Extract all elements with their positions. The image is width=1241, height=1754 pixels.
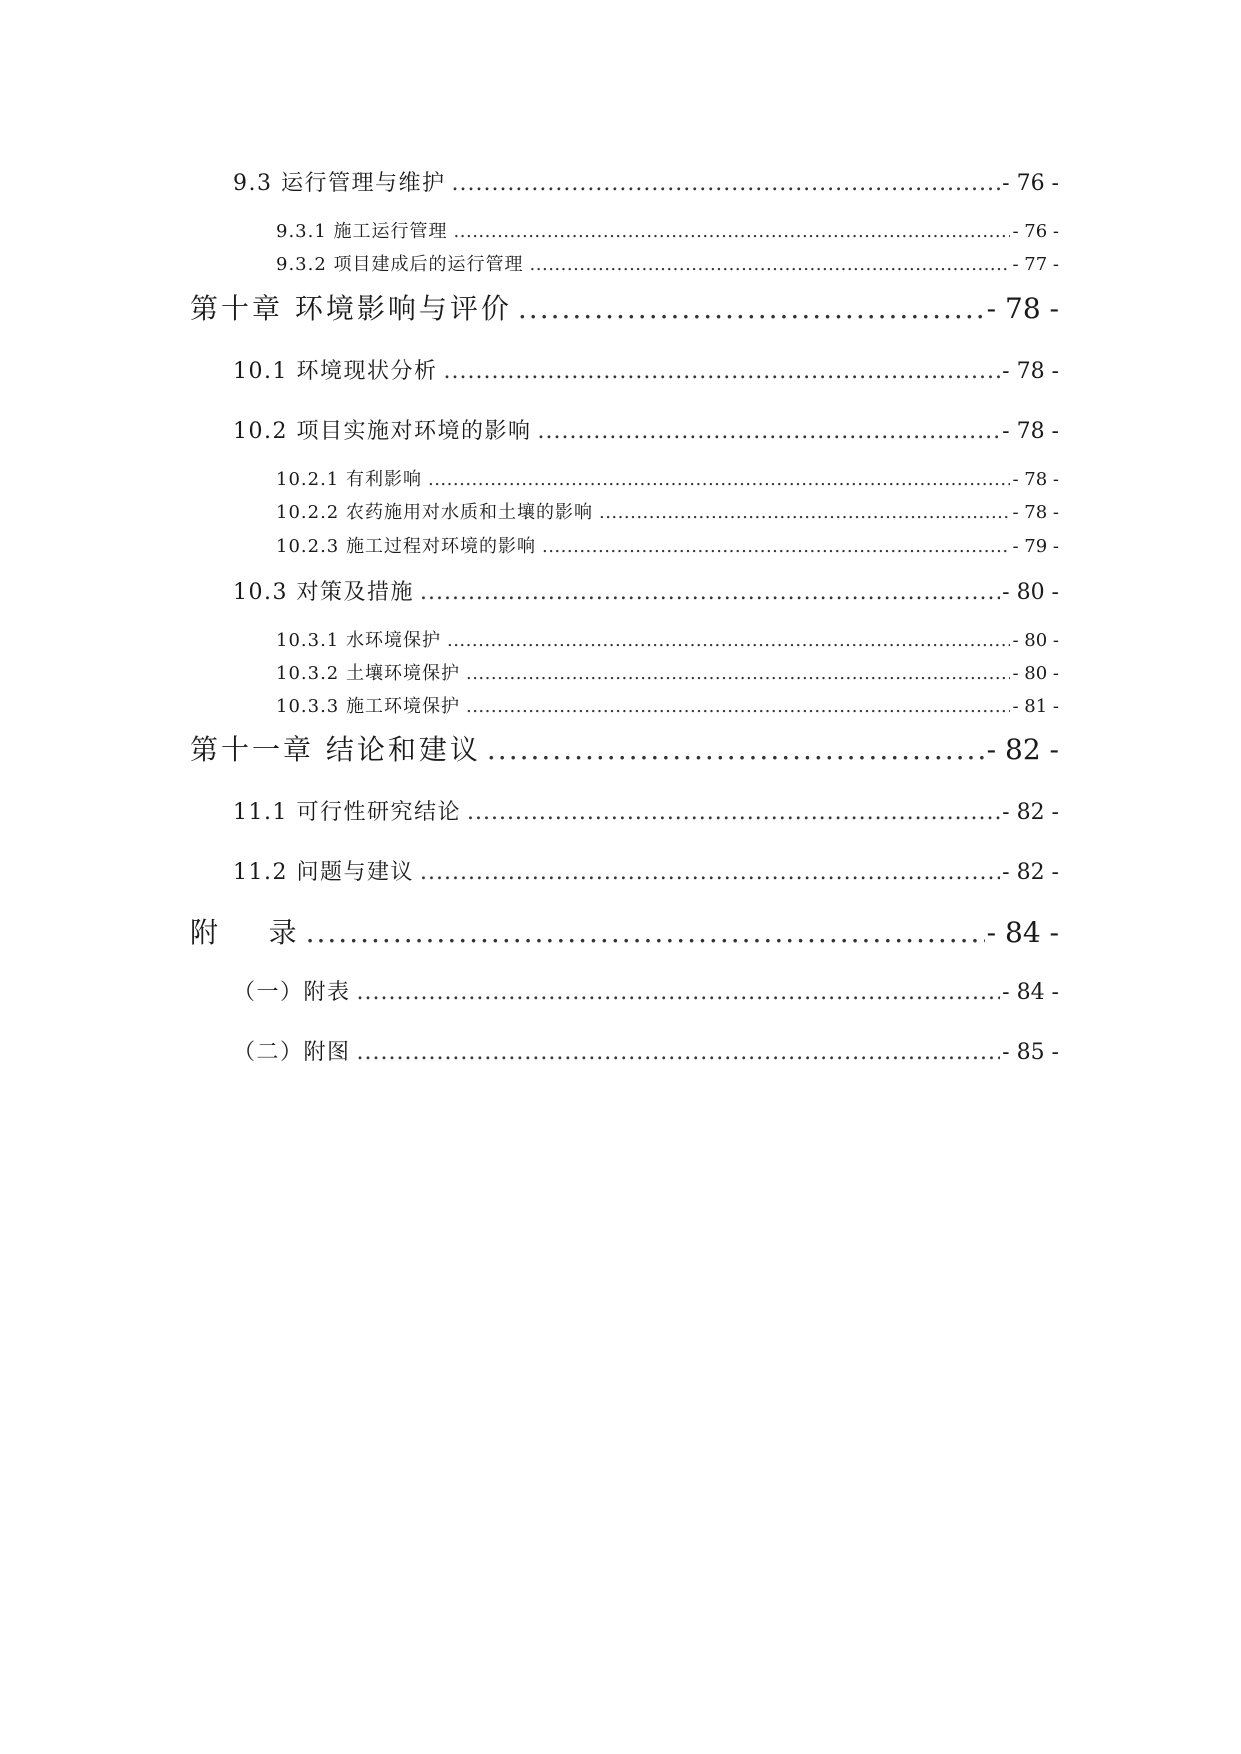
toc-entry-title: （二）附图	[233, 1040, 351, 1065]
toc-entry-page: - 84 -	[986, 916, 1059, 949]
toc-dot-leader	[466, 663, 1011, 684]
toc-dot-leader	[357, 1040, 1001, 1065]
toc-entry-title: 10.1 环境现状分析	[233, 359, 438, 384]
toc-entry[interactable]	[190, 728, 1059, 768]
toc-entry[interactable]	[233, 354, 1059, 385]
toc-entry[interactable]	[276, 465, 1059, 491]
toc-entry[interactable]	[233, 795, 1059, 826]
toc-dot-leader	[487, 733, 985, 766]
toc-dot-leader	[306, 916, 985, 949]
toc-entry-page: - 82 -	[986, 733, 1059, 766]
toc-dot-leader	[451, 171, 1000, 196]
toc-entry[interactable]	[190, 911, 1059, 951]
toc-dot-leader	[537, 419, 1000, 444]
toc-entry-title: 10.2 项目实施对环境的影响	[233, 419, 532, 444]
toc-entry-title: 10.2.1 有利影响	[276, 469, 422, 490]
toc-entry-title: 11.2 问题与建议	[233, 860, 414, 885]
toc-entry-page: - 77 -	[1012, 254, 1059, 275]
toc-entry[interactable]	[233, 414, 1059, 445]
toc-entry[interactable]	[190, 287, 1059, 327]
toc-dot-leader	[599, 502, 1011, 523]
toc-dot-leader	[420, 860, 1000, 885]
toc-entry-title: 9.3.2 项目建成后的运行管理	[276, 254, 524, 275]
toc-entry-page: - 78 -	[1002, 359, 1059, 384]
toc-entry-title: 10.3 对策及措施	[233, 580, 414, 605]
toc-dot-leader	[420, 580, 1000, 605]
toc-entry[interactable]	[276, 692, 1059, 718]
toc-entry[interactable]	[233, 575, 1059, 606]
toc-entry-title: 10.3.3 施工环境保护	[276, 696, 460, 717]
toc-entry-page: - 78 -	[1002, 419, 1059, 444]
toc-entry-title: 10.3.1 水环境保护	[276, 630, 441, 651]
toc-entry-title: 附 录	[190, 916, 300, 949]
toc-dot-leader	[467, 800, 1000, 825]
toc-entry-title: 10.2.2 农药施用对水质和土壤的影响	[276, 502, 593, 523]
toc-entry-page: - 78 -	[1012, 502, 1059, 523]
toc-dot-leader	[428, 469, 1011, 490]
toc-dot-leader	[542, 536, 1011, 557]
toc-entry-page: - 76 -	[1012, 221, 1059, 242]
toc-dot-leader	[447, 630, 1011, 651]
toc-entry-title: 第十章 环境影响与评价	[190, 292, 512, 325]
toc-entry[interactable]	[233, 975, 1059, 1006]
toc-dot-leader	[518, 292, 985, 325]
toc-entry-page: - 80 -	[1002, 580, 1059, 605]
toc-entry-title: 9.3.1 施工运行管理	[276, 221, 448, 242]
toc-entry-page: - 76 -	[1002, 171, 1059, 196]
toc-entry-title: 10.3.2 土壤环境保护	[276, 663, 460, 684]
toc-entry[interactable]	[276, 217, 1059, 243]
toc-entry[interactable]	[276, 626, 1059, 652]
toc-entry-title: 11.1 可行性研究结论	[233, 800, 461, 825]
toc-entry[interactable]	[276, 659, 1059, 685]
toc-entry-page: - 80 -	[1012, 630, 1059, 651]
toc-dot-leader	[530, 254, 1011, 275]
toc-entry-page: - 80 -	[1012, 663, 1059, 684]
toc-entry[interactable]	[276, 498, 1059, 524]
toc-entry-page: - 79 -	[1012, 536, 1059, 557]
toc-dot-leader	[443, 359, 1000, 384]
toc-dot-leader	[357, 980, 1001, 1005]
toc-entry[interactable]	[233, 1035, 1059, 1066]
toc-entry-page: - 82 -	[1002, 800, 1059, 825]
toc-dot-leader	[454, 221, 1011, 242]
toc-dot-leader	[466, 696, 1011, 717]
toc-entry[interactable]	[233, 166, 1059, 197]
toc-entry-title: 9.3 运行管理与维护	[233, 171, 446, 196]
toc-entry-page: - 81 -	[1012, 696, 1059, 717]
toc-entry[interactable]	[276, 250, 1059, 276]
toc-entry[interactable]	[233, 855, 1059, 886]
toc-entry[interactable]	[276, 532, 1059, 558]
toc-entry-page: - 84 -	[1002, 980, 1059, 1005]
toc-entry-page: - 78 -	[1012, 469, 1059, 490]
toc-entry-title: 10.2.3 施工过程对环境的影响	[276, 536, 536, 557]
toc-entry-title: 第十一章 结论和建议	[190, 733, 481, 766]
toc-entry-title: （一）附表	[233, 980, 351, 1005]
toc-entry-page: - 85 -	[1002, 1040, 1059, 1065]
toc-entry-page: - 78 -	[986, 292, 1059, 325]
toc-entry-page: - 82 -	[1002, 860, 1059, 885]
